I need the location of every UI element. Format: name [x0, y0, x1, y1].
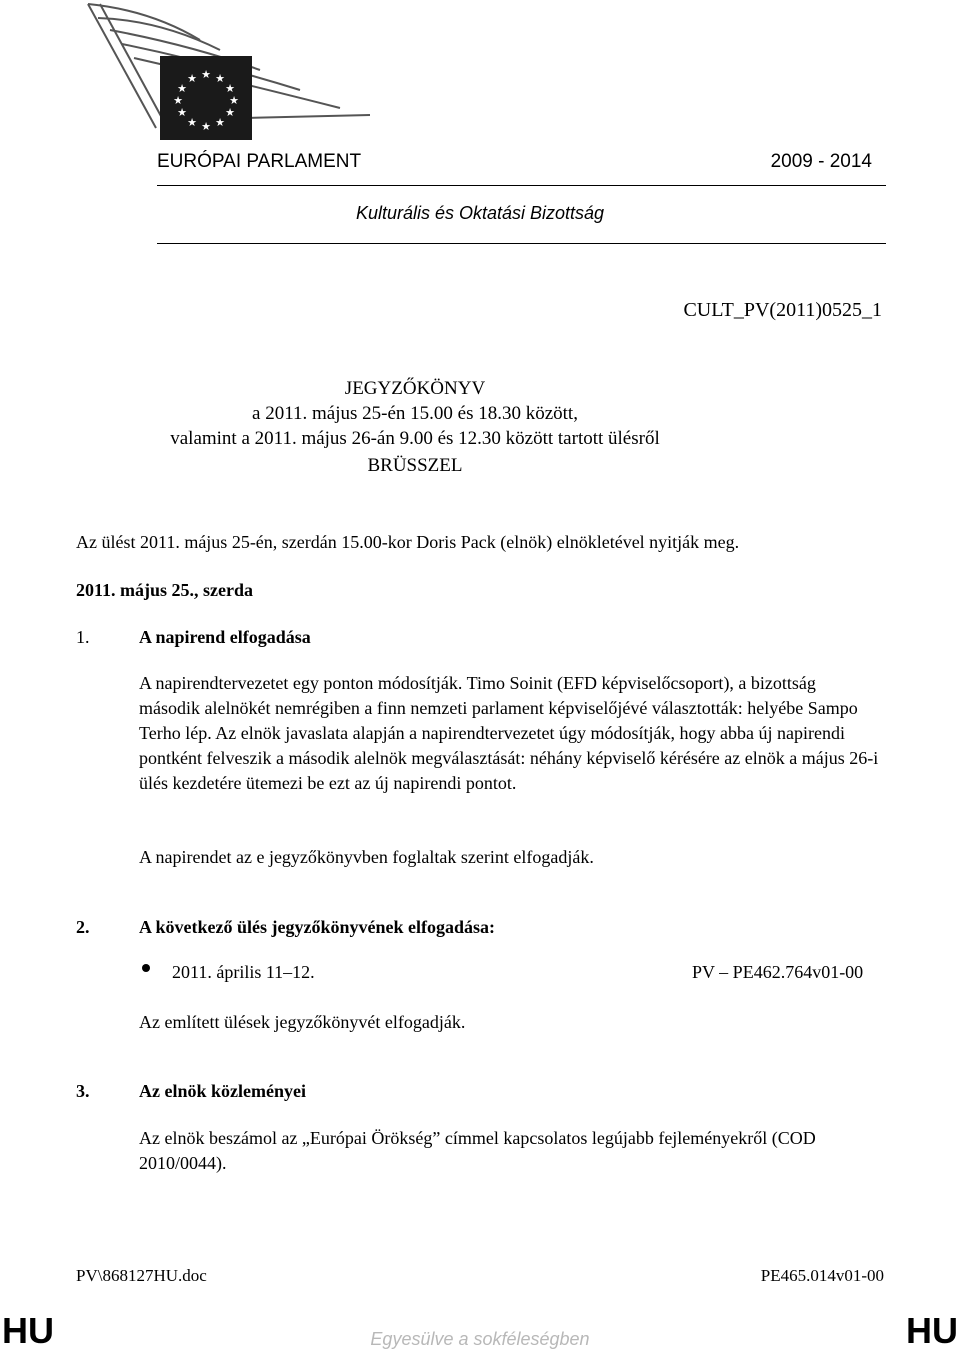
date-heading-weekday: , szerda [194, 580, 253, 600]
meeting-dates-line2: valamint a 2011. május 26-án 9.00 és 12.30 között tartott ülésről [170, 428, 660, 449]
svg-text:★: ★ [215, 116, 225, 129]
svg-text:★: ★ [177, 82, 187, 95]
item-3-heading: Az elnök közleményei [139, 1081, 306, 1101]
bullet-dot [142, 964, 150, 972]
minutes-title: JEGYZŐKÖNYV [344, 378, 486, 399]
institution-name: EURÓPAI PARLAMENT [157, 151, 362, 172]
svg-text:★: ★ [177, 106, 187, 119]
date-heading [76, 580, 253, 601]
item-1-number: 1. [76, 627, 90, 647]
svg-text:★: ★ [187, 116, 197, 129]
meeting-place: BRÜSSZEL [367, 455, 463, 476]
committee-name: Kulturális és Oktatási Bizottság [355, 203, 605, 223]
svg-text:★: ★ [201, 120, 211, 133]
item-2-bullet-date: 2011. április 11–12. [172, 962, 315, 982]
svg-text:★: ★ [225, 106, 235, 119]
opening-sentence: Az ülést 2011. május 25-én, szerdán 15.00-kor Doris Pack (elnök) elnökletével nyitják meg. [76, 532, 740, 552]
svg-text:★: ★ [173, 94, 183, 107]
header-rule-bottom [157, 243, 886, 244]
item-3-number: 3. [76, 1081, 90, 1101]
svg-text:★: ★ [187, 72, 197, 85]
svg-text:★: ★ [229, 94, 239, 107]
footer-motto-watermark: Egyesülve a sokféleségben [370, 1329, 590, 1349]
item-2-paragraph-1: Az említett ülések jegyzőkönyvét elfogadják. [139, 1012, 466, 1032]
date-heading-date: 2011. május 25. [76, 580, 195, 600]
document-reference: CULT_PV(2011)0525_1 [683, 299, 882, 321]
item-1-heading: A napirend elfogadása [139, 627, 311, 647]
meeting-dates-line1: a 2011. május 25-én 15.00 és 18.30 között, [252, 403, 578, 424]
item-1-paragraph-1: A napirendtervezetet egy ponton módosítják. Timo Soinit (EFD képviselőcsoport), a bizottság második alelnökét nemrégiben a finn nemzeti parlament képviselőjévé választották: helyébe Sampo Terho lép. Az elnök javaslata alapján a napirendtervezetet úgy módosítják, hogy abba új napirendi pontként felveszik a második alelnök megválasztását: néhány képviselő kérésére az elnök a május 26-i ülés kezdetére ütemezi be ezt az új napirendi pontot. [139, 673, 879, 793]
footer-language-right: HU [906, 1310, 958, 1351]
item-2-number: 2. [76, 917, 90, 937]
header-rule-top [157, 185, 886, 186]
svg-text:★: ★ [215, 72, 225, 85]
footer-pe-reference: PE465.014v01-00 [760, 1266, 884, 1285]
footer-file-name: PV\868127HU.doc [76, 1266, 207, 1285]
item-3-paragraph-1: Az elnök beszámol az „Európai Örökség” címmel kapcsolatos legújabb fejleményekről (COD 2010/0044). [139, 1128, 816, 1173]
item-2-heading: A következő ülés jegyzőkönyvének elfogadása: [139, 917, 495, 937]
svg-text:★: ★ [201, 68, 211, 81]
item-1-paragraph-2: A napirendet az e jegyzőkönyvben foglaltak szerint elfogadják. [139, 847, 594, 867]
item-2-bullet-ref: PV – PE462.764v01-00 [692, 962, 864, 982]
european-parliament-logo [60, 0, 380, 150]
svg-text:★: ★ [225, 82, 235, 95]
footer-language-left: HU [2, 1310, 54, 1351]
parliamentary-term: 2009 - 2014 [770, 151, 872, 172]
